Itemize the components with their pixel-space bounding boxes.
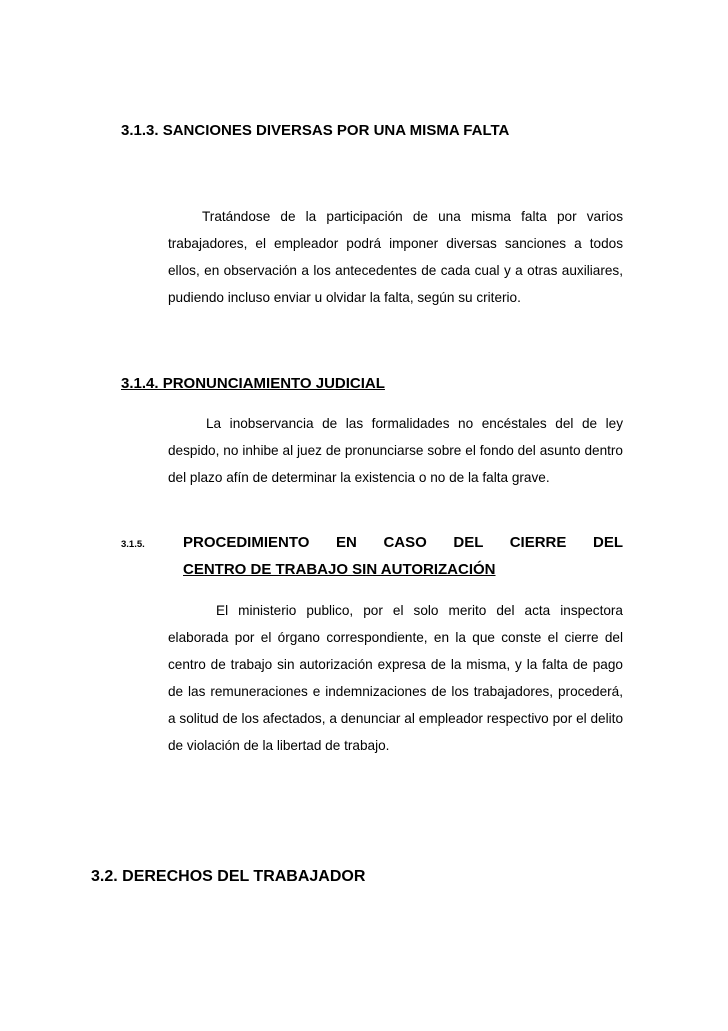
section-heading-3-1-4: 3.1.4. PRONUNCIAMIENTO JUDICIAL <box>121 375 385 392</box>
section-heading-3-1-5-line2: CENTRO DE TRABAJO SIN AUTORIZACIÓN <box>183 561 496 578</box>
chapter-heading-3-2: 3.2. DERECHOS DEL TRABAJADOR <box>91 868 366 885</box>
section-heading-3-1-3: 3.1.3. SANCIONES DIVERSAS POR UNA MISMA FALTA <box>121 122 510 139</box>
section-body-3-1-3: Tratándose de la participación de una misma falta por varios trabajadores, el empleador podrá imponer diversas sanciones a todos ellos, en observación a los antecedentes de cada cual y a otras auxiliares, pudiendo incluso enviar u olvidar la falta, según su criterio. <box>168 209 623 305</box>
section-body-3-1-4: La inobservancia de las formalidades no encéstales del de ley despido, no inhibe al juez de pronunciarse sobre el fondo del asunto dentro del plazo afín de determinar la existencia o no de la falta grave. <box>168 416 623 485</box>
section-body-3-1-5: El ministerio publico, por el solo merito del acta inspectora elaborada por el órgano correspondiente, en la que conste el cierre del centro de trabajo sin autorización expresa de la misma, y la falta de pago de las remuneraciones e indemnizaciones de los trabajadores, procederá, a solitud de los afectados, a denunciar al empleador respectivo por el delito de violación de la libertad de trabajo. <box>168 603 623 753</box>
section-heading-3-1-5-line1: PROCEDIMIENTO EN CASO DEL CIERRE DEL <box>183 534 623 551</box>
section-number-3-1-5: 3.1.5. <box>121 539 145 550</box>
